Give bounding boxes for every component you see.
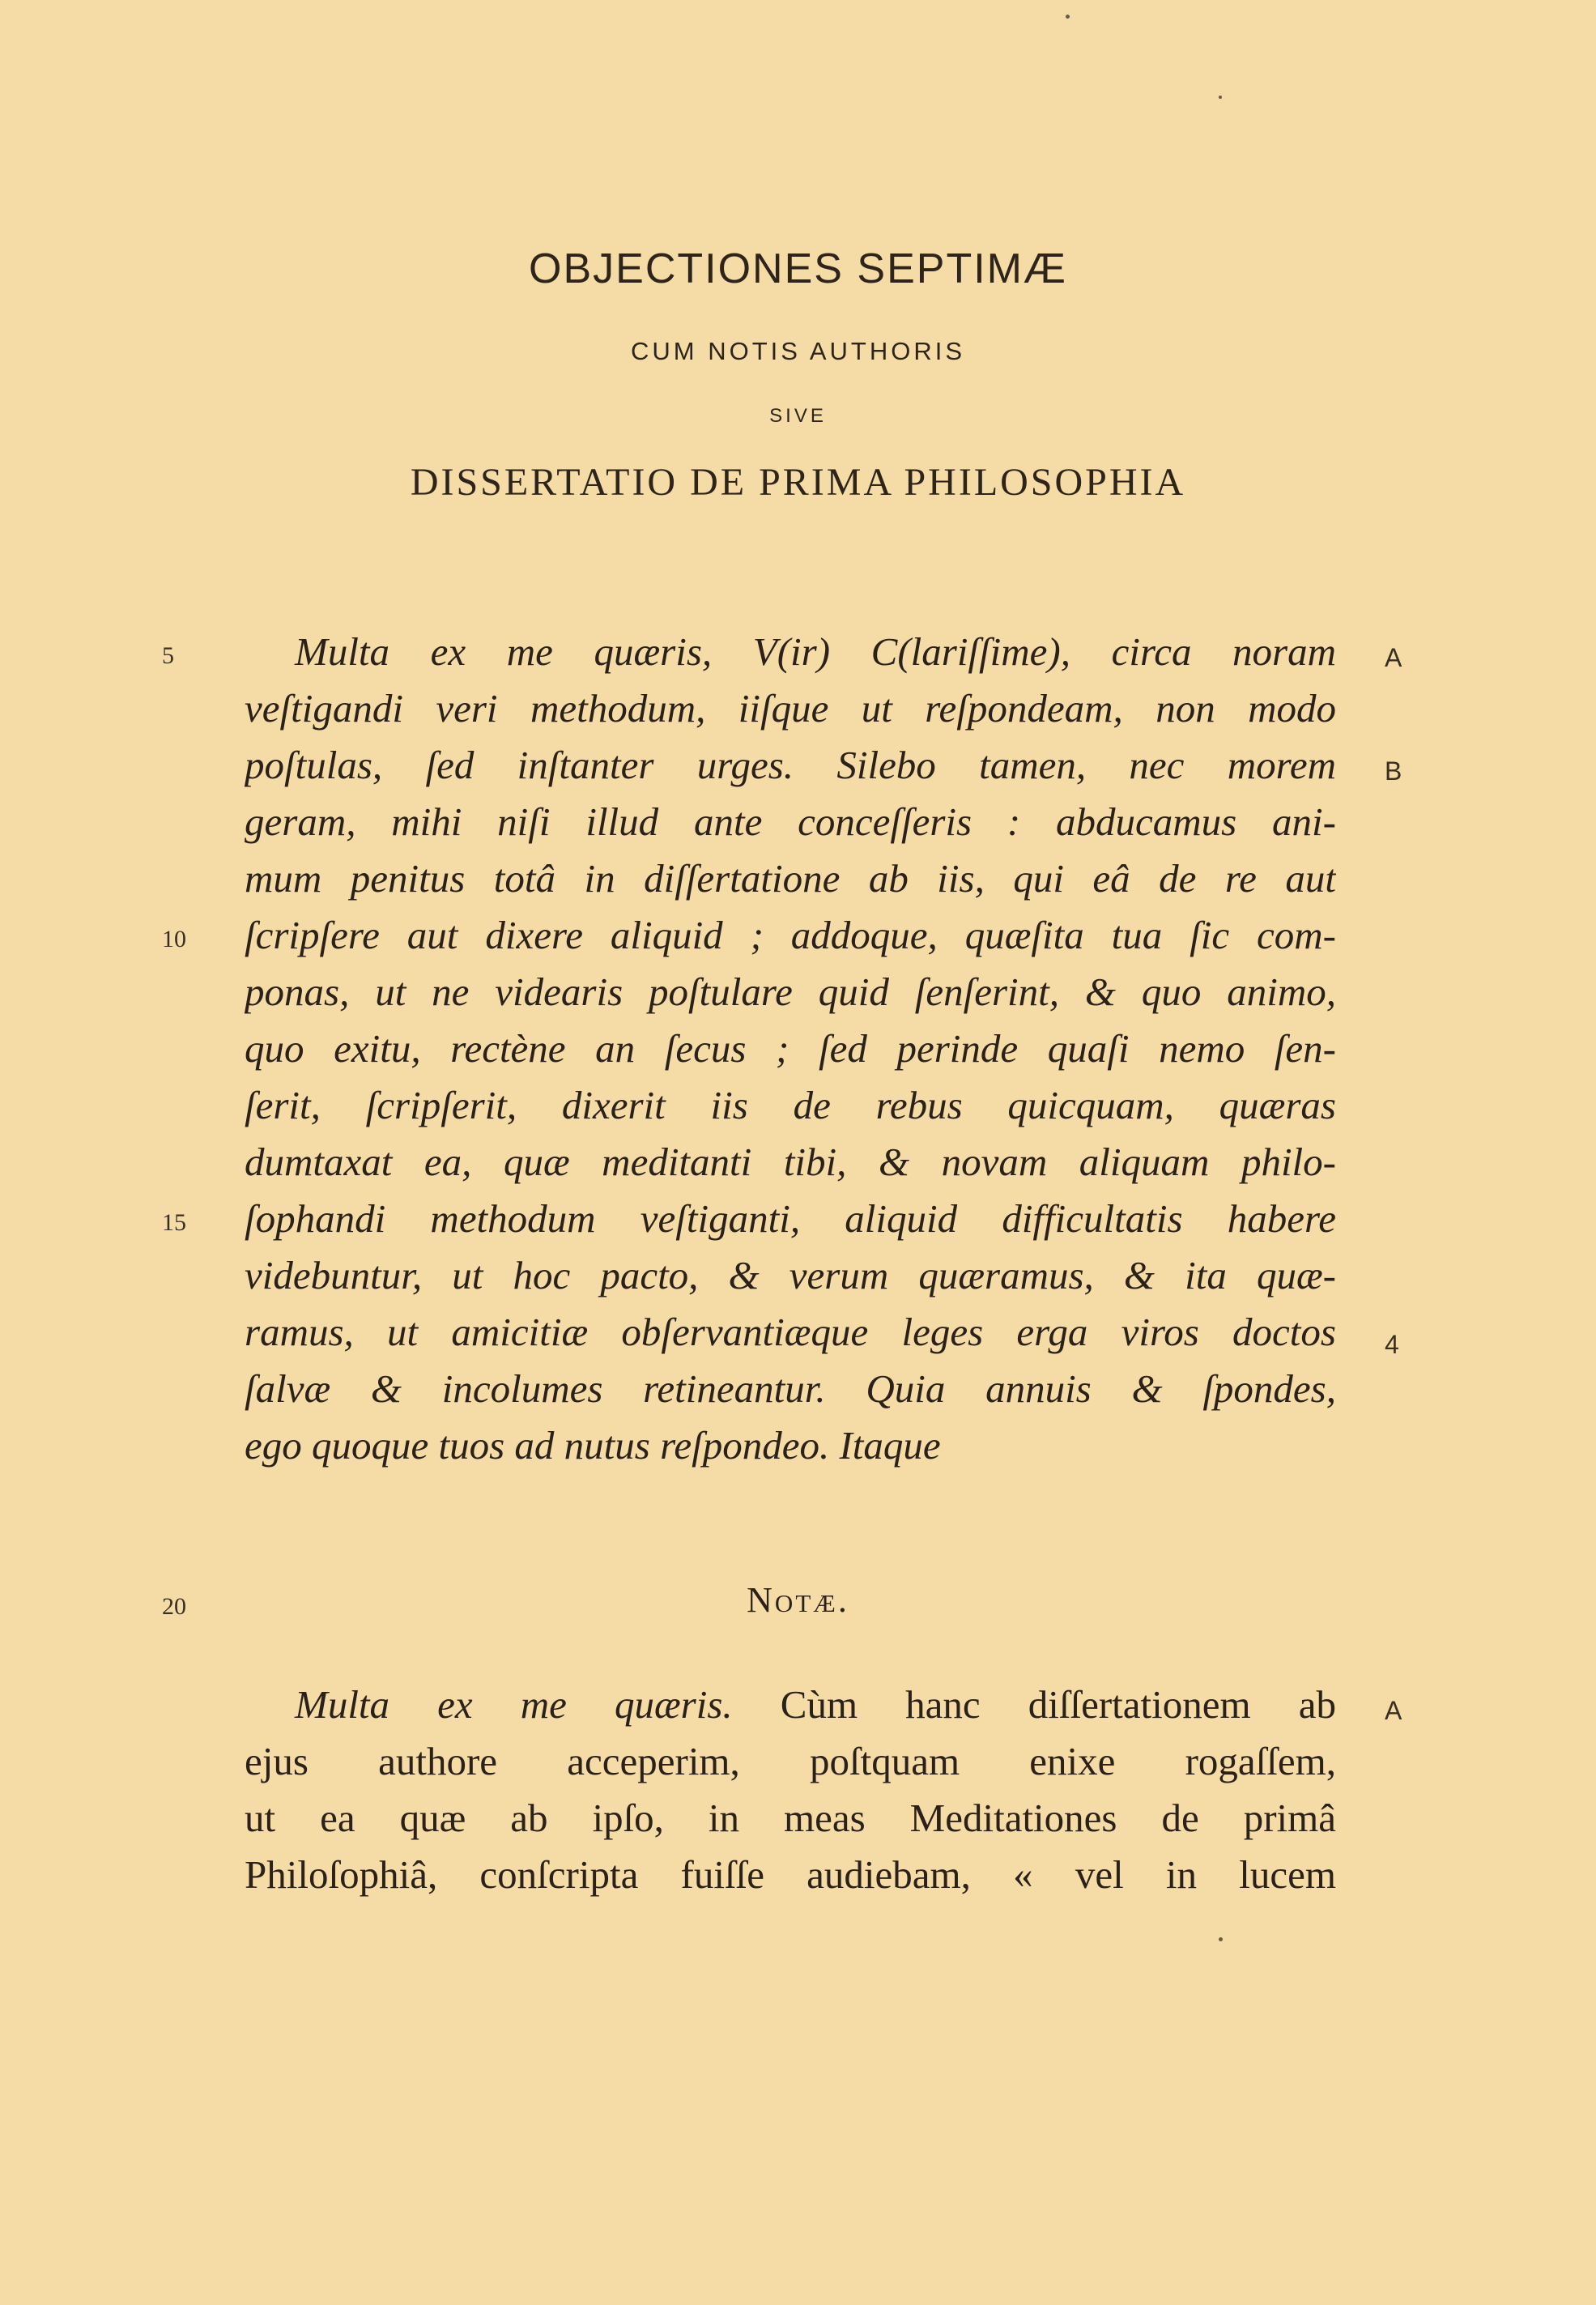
- line-number: 20: [162, 1593, 186, 1620]
- section-title: OBJECTIONES SEPTIMÆ: [529, 245, 1067, 292]
- dissertation-title: DISSERTATIO DE PRIMA PHILOSOPHIA: [410, 461, 1186, 504]
- objection-line: ſophandi methodum veſtiganti, aliquid difficultatis habere: [245, 1196, 1336, 1241]
- notes-line-text: Cùm hanc diſſertationem ab: [732, 1682, 1336, 1727]
- objection-line: dumtaxat ea, quæ meditanti tibi, & novam aliquam philo-: [245, 1140, 1336, 1184]
- objection-line: quo exitu, rectène an ſecus ; ſed perinde quaſi nemo ſen-: [245, 1026, 1336, 1071]
- objection-line: geram, mihi niſi illud ante conceſſeris : abducamus ani-: [245, 799, 1336, 844]
- objection-line: ſerit, ſcripſerit, dixerit iis de rebus quicquam, quæras: [245, 1083, 1336, 1127]
- paper-speck: [1219, 1937, 1223, 1941]
- paper-speck: [1219, 96, 1222, 99]
- line-number: 10: [162, 926, 186, 952]
- notes-line: ut ea quæ ab ipſo, in meas Meditationes de primâ: [245, 1796, 1336, 1840]
- objection-line: ego quoque tuos ad nutus reſpondeo. Itaque: [245, 1423, 941, 1468]
- sive-connector: SIVE: [769, 405, 827, 427]
- margin-mark: 4: [1385, 1330, 1399, 1359]
- line-number: 15: [162, 1209, 186, 1236]
- notes-line: [245, 1677, 1336, 1733]
- objection-line: Multa ex me quæris, V(ir) C(lariſſime), circa noram: [295, 629, 1336, 674]
- notes-heading: Notæ.: [747, 1580, 849, 1620]
- objection-line: videbuntur, ut hoc pacto, & verum quæramus, & ita quæ-: [245, 1253, 1336, 1297]
- paper-speck: [1066, 15, 1070, 19]
- objection-line: poſtulas, ſed inſtanter urges. Silebo tamen, nec morem: [245, 743, 1336, 787]
- objection-line: ramus, ut amicitiæ obſervantiæque leges erga viros doctos: [245, 1310, 1336, 1354]
- objection-line: ponas, ut ne videaris poſtulare quid ſenſerint, & quo animo,: [245, 969, 1336, 1014]
- margin-mark: A: [1385, 643, 1402, 672]
- objection-line: mum penitus totâ in diſſertatione ab iis, qui eâ de re aut: [245, 856, 1336, 901]
- notes-line: ejus authore acceperim, poſtquam enixe rogaſſem,: [245, 1739, 1336, 1783]
- objection-line: ſalvæ & incolumes retineantur. Quia annuis & ſpondes,: [245, 1366, 1336, 1411]
- notes-line: Philoſophiâ, conſcripta fuiſſe audiebam, « vel in lucem: [245, 1852, 1336, 1897]
- notes-lemma: Multa ex me quæris.: [295, 1682, 733, 1727]
- margin-mark: A: [1385, 1696, 1402, 1725]
- margin-mark: B: [1385, 756, 1402, 786]
- section-subtitle: CUM NOTIS AUTHORIS: [630, 337, 965, 365]
- objection-line: veſtigandi veri methodum, iiſque ut reſpondeam, non modo: [245, 686, 1336, 731]
- line-number: 5: [162, 642, 174, 669]
- objection-line: ſcripſere aut dixere aliquid ; addoque, quæſita tua ſic com-: [245, 913, 1336, 957]
